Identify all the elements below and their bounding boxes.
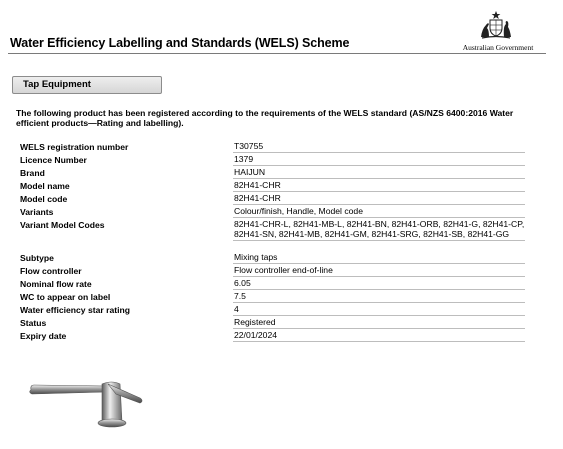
field-label-variants: Variants — [20, 207, 54, 217]
field-value-wc-on-label: 7.5 — [233, 291, 525, 303]
field-value-expiry-date: 22/01/2024 — [233, 330, 525, 342]
field-label-licence-number: Licence Number — [20, 155, 87, 165]
field-label-model-name: Model name — [20, 181, 70, 191]
government-label: Australian Government — [462, 43, 534, 52]
field-label-model-code: Model code — [20, 194, 68, 204]
field-value-star-rating: 4 — [233, 304, 525, 316]
header-divider — [8, 53, 546, 54]
mixer-tap-image — [28, 376, 158, 436]
field-value-variant-model-codes: 82H41-CHR-L, 82H41-MB-L, 82H41-BN, 82H41-ORB, 82H41-G, 82H41-CP, 82H41-SN, 82H41-MB, 82H41-GM, 82H41-SRG, 82H41-SB, 82H41-GG — [234, 219, 525, 239]
field-label-expiry-date: Expiry date — [20, 331, 67, 341]
field-value-variants: Colour/finish, Handle, Model code — [233, 206, 525, 218]
field-value-model-code: 82H41-CHR — [233, 193, 525, 205]
field-label-variant-model-codes: Variant Model Codes — [20, 220, 105, 230]
field-value-model-name: 82H41-CHR — [233, 180, 525, 192]
intro-text: The following product has been registered according to the requirements of the WELS standard (AS/NZS 6400:2016 Water efficient products—Rating and labelling). — [16, 108, 514, 128]
page-title: Water Efficiency Labelling and Standards (WELS) Scheme — [10, 36, 350, 50]
field-label-wc-on-label: WC to appear on label — [20, 292, 111, 302]
field-value-flow-controller: Flow controller end-of-line — [233, 265, 525, 277]
field-label-flow-controller: Flow controller — [20, 266, 82, 276]
field-label-star-rating: Water efficiency star rating — [20, 305, 131, 315]
field-value-licence-number: 1379 — [233, 154, 525, 166]
section-tab-tap-equipment: Tap Equipment — [12, 76, 162, 94]
field-label-brand: Brand — [20, 168, 45, 178]
field-label-subtype: Subtype — [20, 253, 54, 263]
field-label-registration-number: WELS registration number — [20, 142, 129, 152]
field-value-status: Registered — [233, 317, 525, 329]
field-value-subtype: Mixing taps — [233, 252, 525, 264]
field-label-status: Status — [20, 318, 47, 328]
field-value-brand: HAIJUN — [233, 167, 525, 179]
field-value-nominal-flow-rate: 6.05 — [233, 278, 525, 290]
coat-of-arms-icon — [478, 10, 514, 40]
field-value-registration-number: T30755 — [233, 141, 525, 153]
field-label-nominal-flow-rate: Nominal flow rate — [20, 279, 92, 289]
